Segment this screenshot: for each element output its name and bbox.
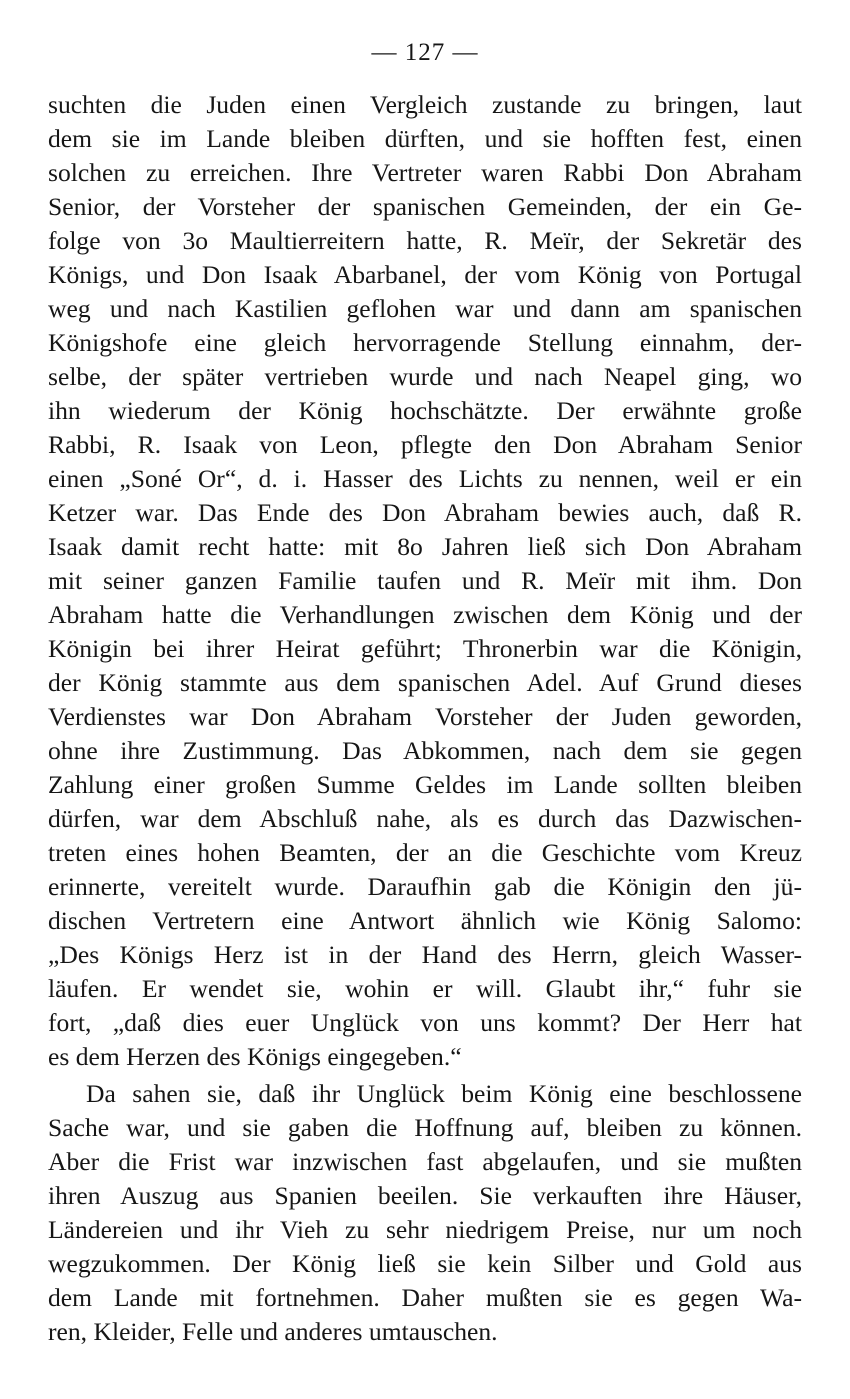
text-line: dem Lande mit fortnehmen. Daher mußten sie es gegen Wa- — [48, 1283, 802, 1312]
text-line: solchen zu erreichen. Ihre Vertreter waren Rabbi Don Abraham — [48, 158, 802, 187]
text-line: Abraham hatte die Verhandlungen zwischen dem König und der — [48, 600, 802, 629]
text-line: Königs, und Don Isaak Abarbanel, der vom König von Portugal — [48, 260, 802, 289]
text-line: mit seiner ganzen Familie taufen und R. Meïr mit ihm. Don — [48, 566, 802, 595]
text-line: Sache war, und sie gaben die Hoffnung auf, bleiben zu können. — [48, 1113, 802, 1142]
text-line: treten eines hohen Beamten, der an die Geschichte vom Kreuz — [48, 838, 802, 867]
text-line: der König stammte aus dem spanischen Adel. Auf Grund dieses — [48, 668, 802, 697]
text-line: Ländereien und ihr Vieh zu sehr niedrigem Preise, nur um noch — [48, 1215, 802, 1244]
text-line: weg und nach Kastilien geflohen war und dann am spanischen — [48, 294, 802, 323]
text-line: es dem Herzen des Königs eingegeben.“ — [48, 1042, 462, 1071]
text-line: Verdienstes war Don Abraham Vorsteher der Juden geworden, — [48, 702, 802, 731]
text-line: Da sahen sie, daß ihr Unglück beim König eine beschlossene — [86, 1079, 802, 1108]
text-line: suchten die Juden einen Vergleich zustande zu bringen, laut — [48, 90, 802, 119]
text-line: dem sie im Lande bleiben dürften, und sie hofften fest, einen — [48, 124, 802, 153]
text-line: Rabbi, R. Isaak von Leon, pflegte den Don Abraham Senior — [48, 430, 802, 459]
text-line: ihren Auszug aus Spanien beeilen. Sie verkauften ihre Häuser, — [48, 1181, 802, 1210]
text-line: Königin bei ihrer Heirat geführt; Thronerbin war die Königin, — [48, 634, 802, 663]
paragraph-2 — [48, 1077, 802, 1349]
text-line: dürfen, war dem Abschluß nahe, als es durch das Dazwischen- — [48, 804, 802, 833]
text-line: Isaak damit recht hatte: mit 8o Jahren ließ sich Don Abraham — [48, 532, 802, 561]
text-line: fort, „daß dies euer Unglück von uns kommt? Der Herr hat — [48, 1008, 802, 1037]
text-line: Königshofe eine gleich hervorragende Stellung einnahm, der- — [48, 328, 802, 357]
text-line: wegzukommen. Der König ließ sie kein Silber und Gold aus — [48, 1249, 802, 1278]
text-line: Zahlung einer großen Summe Geldes im Lande sollten bleiben — [48, 770, 802, 799]
text-line: selbe, der später vertrieben wurde und nach Neapel ging, wo — [48, 362, 802, 391]
text-line: erinnerte, vereitelt wurde. Daraufhin gab die Königin den jü- — [48, 872, 802, 901]
text-line: läufen. Er wendet sie, wohin er will. Glaubt ihr,“ fuhr sie — [48, 974, 802, 1003]
text-line: ihn wiederum der König hochschätzte. Der erwähnte große — [48, 396, 802, 425]
page-number: — 127 — — [371, 39, 479, 66]
paragraph-1 — [48, 88, 802, 1074]
text-line: einen „Soné Or“, d. i. Hasser des Lichts zu nennen, weil er ein — [48, 464, 802, 493]
text-line: ohne ihre Zustimmung. Das Abkommen, nach dem sie gegen — [48, 736, 802, 765]
text-line: ren, Kleider, Felle und anderes umtauschen. — [48, 1317, 498, 1346]
text-line: Aber die Frist war inzwischen fast abgelaufen, und sie mußten — [48, 1147, 802, 1176]
text-line: Senior, der Vorsteher der spanischen Gemeinden, der ein Ge- — [48, 192, 802, 221]
text-line: Ketzer war. Das Ende des Don Abraham bewies auch, daß R. — [48, 498, 802, 527]
book-page — [48, 38, 802, 1349]
text-line: „Des Königs Herz ist in der Hand des Herrn, gleich Wasser- — [48, 940, 802, 969]
text-line: folge von 3o Maultierreitern hatte, R. Meïr, der Sekretär des — [48, 226, 802, 255]
text-line: dischen Vertretern eine Antwort ähnlich wie König Salomo: — [48, 906, 802, 935]
